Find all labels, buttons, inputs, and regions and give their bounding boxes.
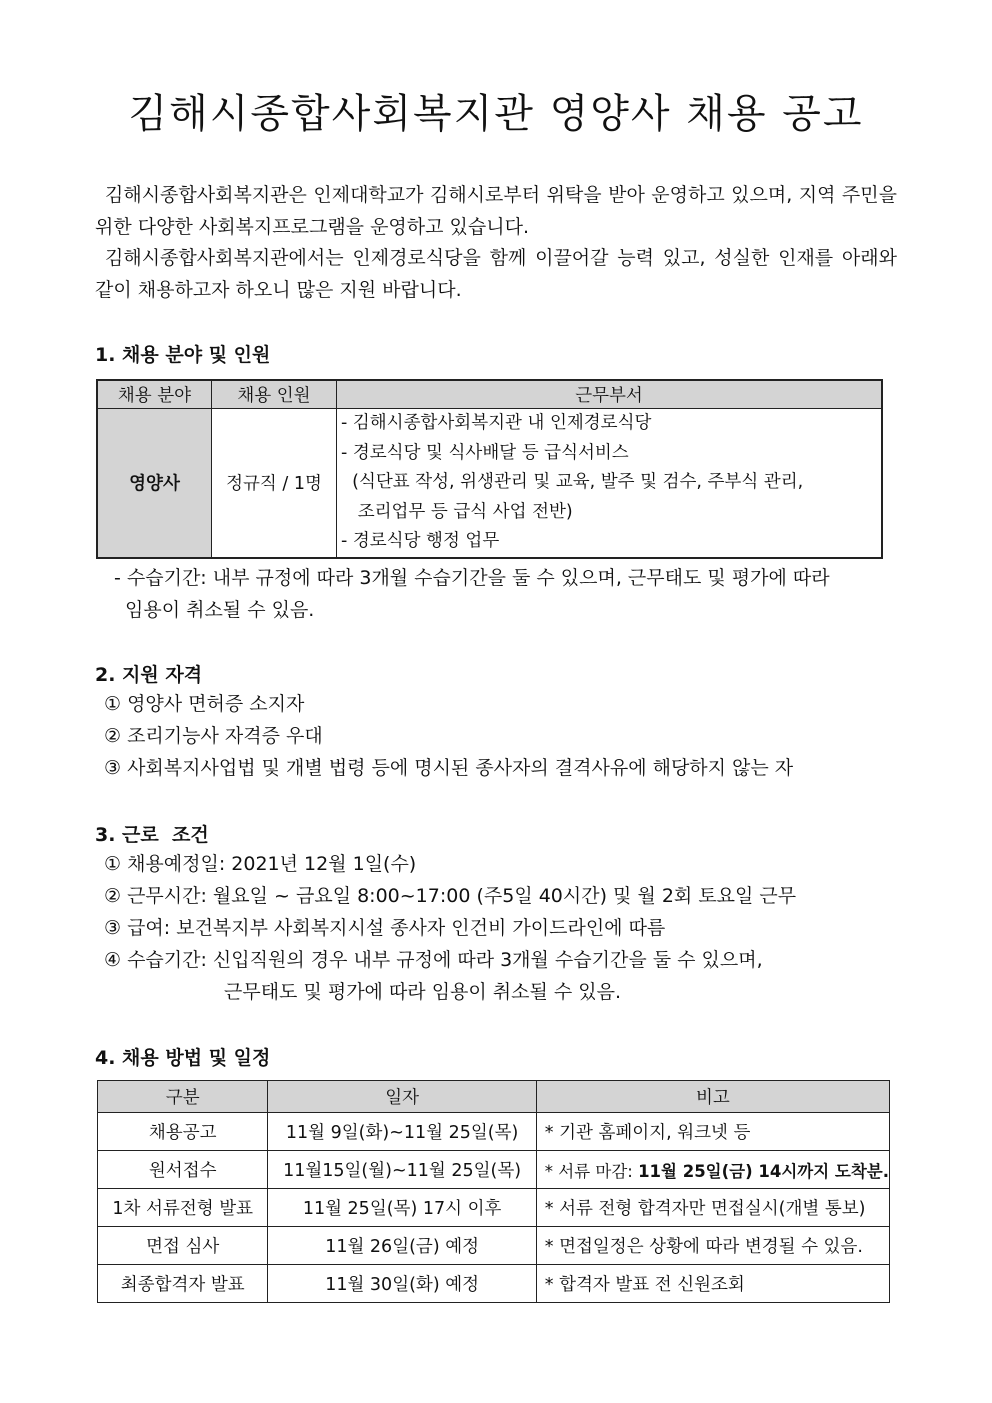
probation-note-line1: - 수습기간: 내부 규정에 따라 3개월 수습기간을 둘 수 있으며, 근무태도 및 평가에 따라 [114,567,830,589]
section-3-heading: 3. 근로 조건 [95,824,209,846]
stage-cell: 1차 서류전형 발표 [98,1189,268,1227]
list-item: ③ 급여: 보건복지부 사회복지시설 종사자 인건비 가이드라인에 따름 [104,917,666,939]
dept-line: 조리업무 등 급식 사업 전반) [341,501,573,522]
section-4-heading: 4. 채용 방법 및 일정 [95,1047,271,1069]
header-dept: 근무부서 [337,380,883,409]
count-cell: 정규직 / 1명 [212,409,337,558]
table-row [98,1113,890,1151]
date-cell: 11월 9일(화)~11월 25일(목) [268,1113,536,1151]
table-row [98,1151,890,1189]
header-field: 채용 분야 [97,380,212,409]
deadline-bold: 11월 25일(금) 14시까지 도착분. [638,1161,889,1181]
schedule-table [97,1080,890,1303]
date-cell: 11월15일(월)~11월 25일(목) [268,1151,536,1189]
position-table [96,379,883,559]
section-1-heading: 1. 채용 분야 및 인원 [95,344,271,366]
header-stage: 구분 [98,1081,268,1113]
dept-line: - 경로식당 및 식사배달 등 급식서비스 [341,442,629,463]
list-item: ④ 수습기간: 신입직원의 경우 내부 규정에 따라 3개월 수습기간을 둘 수 있으며, [104,949,763,971]
date-cell: 11월 30일(화) 예정 [268,1265,536,1303]
probation-note [114,562,896,626]
conditions-list [104,848,796,1008]
header-remark: 비고 [536,1081,889,1113]
table-row [98,1227,890,1265]
section-2-heading: 2. 지원 자격 [95,664,203,686]
intro-paragraph-1: 김해시종합사회복지관은 인제대학교가 김해시로부터 위탁을 받아 운영하고 있으며, 지역 주민을 위한 다양한 사회복지프로그램을 운영하고 있습니다. [95,184,897,238]
list-item: ① 영양사 면허증 소지자 [104,693,305,715]
stage-cell: 채용공고 [98,1113,268,1151]
dept-line: (식단표 작성, 위생관리 및 교육, 발주 및 검수, 주부식 관리, [341,472,804,492]
header-date: 일자 [268,1081,536,1113]
stage-cell: 면접 심사 [98,1227,268,1265]
remark-cell: * 면접일정은 상황에 따라 변경될 수 있음. [536,1227,889,1265]
list-item-continued: 근무태도 및 평가에 따라 임용이 취소될 수 있음. [224,981,622,1003]
page-title: 김해시종합사회복지관 영양사 채용 공고 [128,91,864,137]
dept-line: - 김해시종합사회복지관 내 인제경로식당 [341,413,652,433]
stage-cell: 원서접수 [98,1151,268,1189]
qualification-list [104,688,793,784]
remark-cell: * 서류 전형 합격자만 면접실시(개별 통보) [536,1189,889,1227]
header-count: 채용 인원 [212,380,337,409]
dept-line: - 경로식당 행정 업무 [341,531,500,551]
list-item: ① 채용예정일: 2021년 12월 1일(수) [104,853,417,875]
remark-cell: * 합격자 발표 전 신원조회 [536,1265,889,1303]
remark-cell: * 기관 홈페이지, 워크넷 등 [536,1113,889,1151]
table-row [98,1189,890,1227]
field-cell: 영양사 [97,409,212,558]
intro-text [95,180,897,306]
table-row [98,1265,890,1303]
list-item: ③ 사회복지사업법 및 개별 법령 등에 명시된 종사자의 결격사유에 해당하지 않는 자 [104,757,794,779]
date-cell: 11월 26일(금) 예정 [268,1227,536,1265]
remark-cell [536,1151,889,1189]
list-item: ② 조리기능사 자격증 우대 [104,725,323,747]
stage-cell: 최종합격자 발표 [98,1265,268,1303]
probation-note-line2: 임용이 취소될 수 있음. [125,599,315,621]
intro-paragraph-2: 김해시종합사회복지관에서는 인제경로식당을 함께 이끌어갈 능력 있고, 성실한 인재를 아래와 같이 채용하고자 하오니 많은 지원 바랍니다. [95,247,897,301]
list-item: ② 근무시간: 월요일 ~ 금요일 8:00~17:00 (주5일 40시간) 및 월 2회 토요일 근무 [104,885,797,907]
dept-cell [337,409,883,558]
remark-text: * 서류 마감: [544,1161,639,1181]
date-cell: 11월 25일(목) 17시 이후 [268,1189,536,1227]
